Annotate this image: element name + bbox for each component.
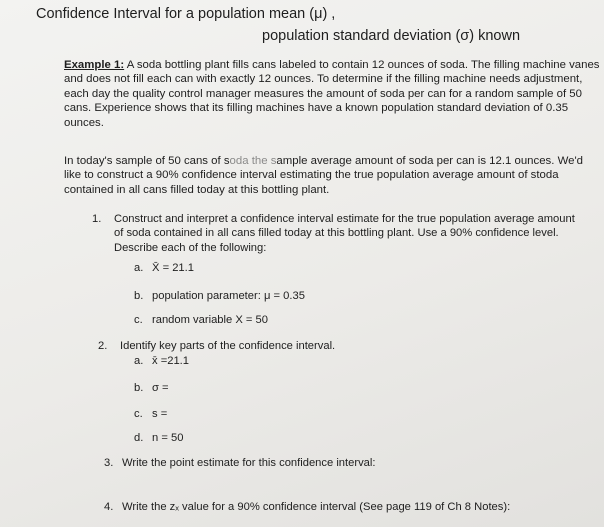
example-paragraph	[64, 58, 604, 130]
sample-text-2: oda the s	[229, 155, 277, 167]
question-1-text: Construct and interpret a confidence interval estimate for the true population average amount of soda contained in all cans filled today at this bottling plant. Use a 90% confidence level. Describe each of the following:	[114, 213, 575, 254]
example-text: A soda bottling plant fills cans labeled to contain 12 ounces of soda. The filling machine vanes and does not fill each can with exactly 12 ounces. To determine if the filling machine needs adjustment, each day the quality control manager measures the amount of soda per can for a random sample of 50 cans. Experience shows that its filling machines have a known population standard deviation of 0.35 ounces.	[64, 59, 600, 129]
q2-item-d	[134, 432, 183, 444]
q2-item-a	[134, 355, 189, 367]
q2-item-b-letter: b.	[134, 382, 144, 394]
question-3-number: 3.	[104, 457, 114, 469]
page-title: Confidence Interval for a population mean (μ) ,	[36, 6, 336, 22]
q1-item-b	[134, 290, 305, 302]
question-4-text: Write the zₓ value for a 90% confidence interval (See page 119 of Ch 8 Notes):	[122, 501, 511, 513]
q2-item-d-letter: d.	[134, 432, 144, 444]
q1-item-c	[134, 314, 268, 326]
sample-paragraph	[64, 154, 594, 197]
q2-item-a-text: x̄ =21.1	[152, 355, 190, 367]
q2-item-b	[134, 382, 169, 394]
q1-item-a-letter: a.	[134, 262, 144, 274]
question-2	[98, 340, 335, 352]
question-1-number: 1.	[92, 213, 102, 225]
question-4-number: 4.	[104, 501, 114, 513]
q2-item-d-text: n = 50	[152, 432, 184, 444]
q2-item-c	[134, 408, 167, 420]
q1-item-b-letter: b.	[134, 290, 144, 302]
sample-text-1: In today's sample of 50 cans of s	[64, 155, 230, 167]
question-2-text: Identify key parts of the confidence interval.	[120, 340, 336, 352]
question-3-text: Write the point estimate for this confidence interval:	[122, 457, 376, 469]
question-2-number: 2.	[98, 340, 108, 352]
q2-item-b-text: σ =	[152, 382, 169, 394]
q2-item-c-text: s =	[152, 408, 168, 420]
q1-item-c-text: random variable X = 50	[152, 314, 268, 326]
q1-item-b-text: population parameter: μ = 0.35	[152, 290, 305, 302]
example-label: Example 1:	[64, 59, 125, 71]
page-subtitle: population standard deviation (σ) known	[262, 28, 521, 44]
q2-item-c-letter: c.	[134, 408, 143, 420]
q1-item-a-text: X̄ = 21.1	[152, 262, 194, 274]
q1-item-c-letter: c.	[134, 314, 143, 326]
question-3	[104, 457, 376, 469]
q2-item-a-letter: a.	[134, 355, 144, 367]
sample-text-3: ample average amount of soda per can is 12.1 ounces. We'd like to construct a 90% confidence interval estimating the true population average amount of stoda contained in all cans filled today at this bottling plant.	[64, 155, 583, 196]
q1-item-a	[134, 262, 194, 274]
question-4	[104, 501, 510, 513]
